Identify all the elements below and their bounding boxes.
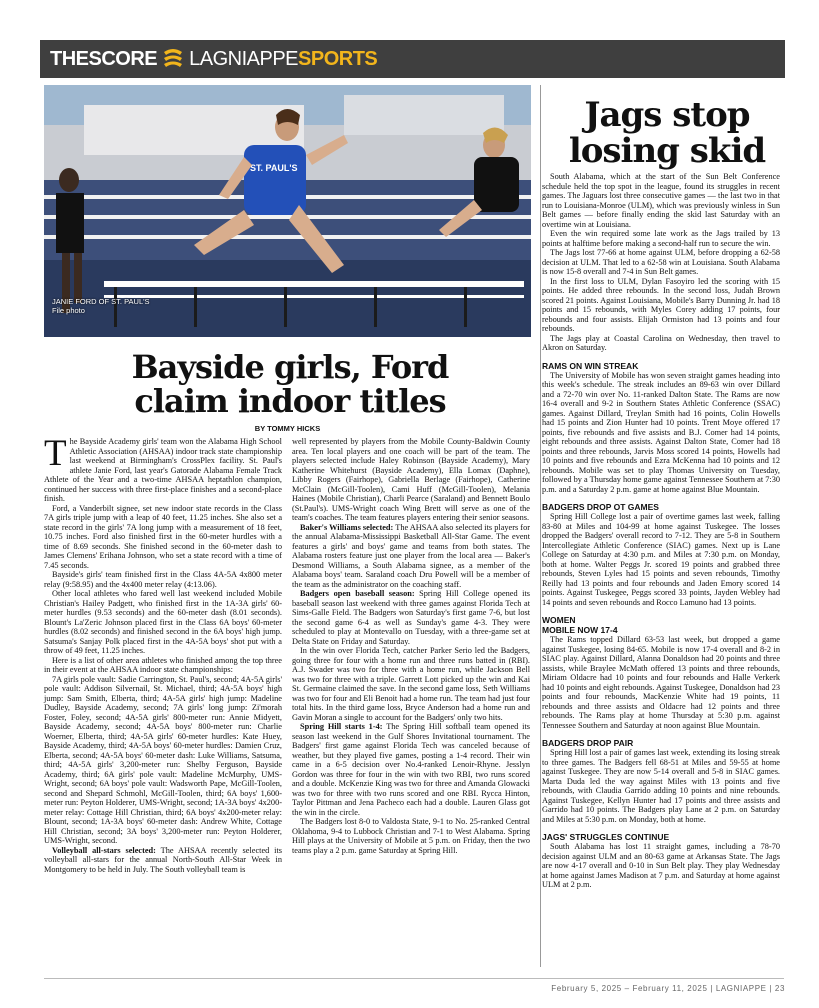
story-paragraph: Even the win required some late work as the Jags trailed by 13 points at halftime before making a second-half run to secure the win. (542, 229, 780, 248)
right-story-column (542, 172, 780, 890)
run-in-head: Volleyball all-stars selected: (52, 845, 156, 855)
story-paragraph: Spring Hill lost a pair of games last week, extending its losing streak to three games. The Badgers fell 68-51 at Miles and 59-55 at home against Tuskegee. They are now 5-14 overall and 5-8 in SIAC games. Marta Duda led the way against Miles with 13 points and five rebounds, with Claudia Garrido adding 10 points and nine rebounds. Against Tuskegee, Kellyn Hunter had 17 points and three assists and Garrido had 10 points. The Badgers play Lane at 2 p.m. on Saturday and Miles at 5:30 p.m. on Monday, both at home. (542, 748, 780, 824)
photo-credit (52, 297, 150, 315)
story-paragraph: South Alabama, which at the start of the Sun Belt Conference schedule held the top spot in the league, found its struggles in recent games. The Jaguars lost three consecutive games — the last two in that run to Louisiana-Monroe (ULM), which was previously winless in Sun Belt games — before finally ending the skid last Saturday with an overtime win at Louisiana. (542, 172, 780, 229)
story-paragraph: In the win over Florida Tech, catcher Parker Serio led the Badgers, going three for four with a home run and three runs batted in (RBI). A.J. Swader was two for three with a home run, while Jackson Bell was two for three with a triple. Garrett Lott picked up the win and Kai St. Germaine claimed the save. In the second game loss, Seth Williams was two for four and Eli Benoit had a home run. The team had just four total hits. In the third game loss, Bryce Anderson had a home run and Gavin Moran a single to account for the Badgers' only two hits. (292, 646, 530, 722)
story-paragraph: 7A girls pole vault: Sadie Carrington, St. Paul's, second; 4A-5A girls' pole vault: Addison Silvernail, St. Michael, third; 4A-5A boys' high jump: Sam Smith, Elberta, third; 4A-5A girls' high jump: Madeline Dudley, Bayside Academy, second; 7A girls' long jump: Zi'morah Foster, Foley, second; 4A-5A girls' 800-meter run: Annie Midyett, Bayside Academy, second; 4A-5A boys' 800-meter run: Charlie Woerner, Elberta, third; 4A-5A girls' 60-meter hurdles: Kate Huey, Bayside Academy, third; 4A-5A boys' 60-meter hurdles: Damien Cruz, Elberta, second; 4A-5A boys' 60-meter dash: Luke Williams, Satsuma, third; 4A-5A girls' 3,200-meter run: Shelby Ferguson, Bayside Academy, third; 6A girls' pole vault: Madeline McMurphy, UMS-Wright, second; 6A boys' pole vault: Wadsworth Pape, McGill-Toolen, second and Shepard Schmohl, McGill-Toolen, third; 6A boys' 1,600-meter run: Peyton Holderer, UMS-Wright, second; 1A-3A boys' 4x200-meter relay: Cottage Hill Christian, third; 6A boys' 4x200-meter relay: Blount, second; 1A-3A boys' 60-meter dash: Andrew White, Cottage Hill Christian, second; 3A boys' 3,200-meter run: Peyton Holderer, UMS-Wright, second. (44, 674, 282, 845)
story-paragraph: In the first loss to ULM, Dylan Fasoyiro led the scoring with 15 points. He added three rebounds. In the second loss, Judah Brown scored 21 points. Against Louisiana, Mobile's Barry Dunning Jr. had 18 points and 15 rebounds, with Myles Corey adding 17 points, four rebounds and four assists. Elijah Ormiston had 13 points and four rebounds. (542, 276, 780, 333)
footer-rule (44, 978, 784, 979)
left-headline (60, 350, 520, 418)
story-paragraph: Spring Hill starts 1-4: The Spring Hill softball team opened its season last weekend in the Gulf Shores Invitational tournament. The Badgers' first game against Florida Tech was canceled because of weather, but they played five games, posting a 1-4 record. Their win came in a 6-5 decision over No.4-ranked Lenoir-Rhyne. Jesslyn Gordon was three for four in the win with two RBI, two runs scored and a double. McKenzie King was two for three and Amanda Glowacki was two for three with two runs scored and one RBI. Rycca Hinton, Taylor Pittman and Jena Pacheco each had a double. Lauren Glass got the win in the circle. (292, 722, 530, 817)
left-headline-line2: claim indoor titles (134, 382, 446, 420)
story-paragraph: The Bayside Academy girls' team won the Alabama High School Athletic Association (AHSAA) indoor track state championship last weekend at Birmingham's CrossPlex facility. St. Paul's athlete Janie Ford, last year's Gatorade Alabama Female Track Athlete of the Year and a two-time AHSAA heptathlon champion, continued her success with three first-place finishes and a second-place finish. (44, 433, 282, 503)
subhead-women-line2: MOBILE NOW 17-4 (542, 625, 618, 635)
story-paragraph: The Badgers lost 8-0 to Valdosta State, 9-1 to No. 25-ranked Central Oklahoma, 9-4 to Lubbock Christian and 7-1 to West Alabama. Spring Hill plays at the University of Mobile at 5 p.m. on Friday, then the two teams play a 2 p.m. game Saturday at Spring Hill. (292, 817, 530, 855)
photo-credit-source: File photo (52, 306, 85, 315)
subhead-rams: RAMS ON WIN STREAK (542, 360, 639, 371)
subhead-jags-struggles: JAGS' STRUGGLES CONTINUE (542, 832, 670, 842)
jersey-text: ST. PAUL'S (250, 163, 298, 173)
run-in-head: Spring Hill starts 1-4: (300, 722, 383, 731)
story-paragraph: The Jags play at Coastal Carolina on Wednesday, then travel to Akron on Saturday. (542, 333, 780, 352)
right-headline-line2: losing skid (568, 131, 766, 171)
run-in-head: Badgers open baseball season: (300, 589, 415, 598)
lagniappe-swirl-icon (160, 46, 186, 72)
subhead-women (542, 615, 780, 635)
hurdles-photo (44, 85, 531, 337)
story-paragraph: well represented by players from the Mobile County-Baldwin County area. Ten local players and one coach will be part of the team. The players selected include Haley Robinson (Bayside Academy), Mary Katherine Whitehurst (Bayside Academy), Ella Lomax (Daphne), Libby Rogers (Fairhope), Gabriella Berlage (Fairhope), Catherine McClain (McGill-Toolen), Cami Huff (McGill-Toolen), Melania Haines (Mobile Christian), Charli Pearce (Saraland) and Bennett Boulo (St.Paul's). UMS-Wright coach Wing Brett will serve as one of the team's coaches. The team features players entering their senior seasons. (292, 437, 530, 522)
right-headline-line1: Jags stop (584, 95, 750, 135)
section-banner (40, 40, 785, 78)
left-story-column-2 (292, 437, 530, 855)
story-paragraph: Baker's Williams selected: The AHSAA also selected its players for the annual Alabama-Mississippi Basketball All-Star Game. The event features a girls' and boys' game and teams from both states. The Alabama rosters feature just one player from the local area — Baker's Desmond Williams, a South Alabama signee, as a member of the Alabama boys' team. Saraland coach Dru Powell will be a member of the team as the administrator on the coaching staff. (292, 522, 530, 589)
byline: BY TOMMY HICKS (254, 424, 321, 433)
left-headline-line1: Bayside girls, Ford (131, 348, 449, 386)
story-paragraph: Here is a list of other area athletes who finished among the top three in their event at the AHSAA indoor state championships: (44, 655, 282, 674)
story-paragraph: The University of Mobile has won seven straight games heading into this week's schedule. The streak includes an 89-63 win over Dillard and a 72-70 win over No. 11-ranked Dalton State. The Rams are now 16-4 overall and 9-2 in Southern States Athletic Conference (SSAC) games. Against Dillard, Treylan Smith had 16 points, Colin Howells had 15 points and Zion Hunter had 10 points. Trent Moye offered 17 points, five rebounds and five assists and B.J. Comer had 14 points, eight rebounds and three assists. Against Dalton State, Comer had 18 points and three rebounds, Jarvis Moss scored 14 points, Howells had 10 points and five rebounds and Ezra McKenna had 10 points and 12 rebounds. Mobile was set to play Thomas University on Tuesday, followed by a Thursday home game against Tennessee Southern at 7:30 p.m. and a Saturday 2 p.m. game at home against Blue Mountain. (542, 370, 780, 494)
story-paragraph: Volleyball all-stars selected: The AHSAA recently selected its volleyball all-stars for the annual North-South All-Star Week in Montgomery to be held in July. The South volleyball team is (44, 845, 282, 874)
page-footer: February 5, 2025 – February 11, 2025 | LAGNIAPPE | 23 (551, 984, 785, 993)
story-paragraph: The Rams topped Dillard 63-53 last week, but dropped a game against Tuskegee, losing 84-65. Mobile is now 17-4 overall and 8-2 in SIAC play. Against Dillard, Alanna Donaldson had 20 points and three assists, while Braylee McMath offered 13 points and three rebounds, Miriam Oldacre had 10 points and four rebounds and Halle Verkerk had 10 points and eight rebounds. Against Tuskegee, Donaldson had 23 points and four rebounds, MacKenzie White had 19 points, 11 rebounds and three assists and Oldacre had 12 points and three rebounds. The Rams play at home Thursday at 5:30 p.m. against Tennessee Southern and Saturday at noon against Blue Mountain. (542, 635, 780, 730)
run-in-head: Baker's Williams selected: (300, 522, 394, 532)
subhead-women-line1: WOMEN (542, 615, 576, 625)
story-paragraph: Bayside's girls' team finished first in the Class 4A-5A 4x800 meter relay (9:58.95) and the 4x400 meter relay (4:13.06). (44, 570, 282, 589)
subhead-badgers-ot: BADGERS DROP OT GAMES (542, 502, 659, 512)
story-paragraph: South Alabama has lost 11 straight games, including a 78-70 decision against ULM and an 80-63 game at Arkansas State. The Jags are now 4-17 overall and 0-10 in Sun Belt play. They play Wednesday at home against James Madison at 7 p.m. and Saturday at home against ULM at 2 p.m. (542, 842, 780, 889)
drop-cap: T (44, 433, 67, 474)
column-divider (540, 85, 541, 967)
story-paragraph: Ford, a Vanderbilt signee, set new indoor state records in the Class 7A girls triple jump with a leap of 40 feet, 11.25 inches. She also set a state record in the girls' 7A long jump with a measurement of 18 feet, 10.75 inches. Ford also finished first in the 60-meter hurdles with a time of 8.69 seconds. She finished second in the 60-meter dash to James Clemens' Erihana Johnson, who set a state record with a time of 7.45 seconds. (44, 503, 282, 570)
story-paragraph: Badgers open baseball season: Spring Hill College opened its baseball season last weekend with three games against Florida Tech at Sims-Galle Field. The Badgers won Saturday's first game 7-6, but lost the second game 6-4 as well as Sunday's game 4-3. They were scheduled to play at Montevallo on Tuesday, with a three-game set at Delta State on Friday and Saturday. (292, 589, 530, 646)
sports-label: SPORTS (298, 47, 378, 70)
photo-credit-name: JANIE FORD OF ST. PAUL'S (52, 297, 150, 306)
story-paragraph: Spring Hill College lost a pair of overtime games last week, falling 83-80 at Miles and 104-99 at home against Tuskegee. The losses dropped the Badgers' overall record to 7-12. They are 5-8 in Southern Intercollegiate Athletic Conference (SIAC) games. Next up is Lane College on Saturday at 4:30 p.m. and Miles at 7:30 p.m. on Monday, both at home. Walter Peggs Jr. scored 19 points and grabbed three rebounds, Steven Lyles had 15 points and seven rebounds, Timothy Reilly had 13 points and four rebounds and Jaden Emory scored 14 points. Against Tuskegee, Peggs scored 33 points, Jayden Webley had 14 points and seven rebounds and Rocco Lamuno had 13 points. (542, 512, 780, 607)
the-score-label: THESCORE (50, 47, 158, 70)
right-headline (549, 97, 785, 169)
story-paragraph: Other local athletes who fared well last weekend included Mobile Christian's Hailey Padgett, who finished first in the 1A-3A girls' 60-meter hurdles (9.53 seconds) and the 60-meter dash (8.01 seconds). Blount's La'Zeric Johnson placed first in the Class 6A boys' 60-meter hurdles (8.02 seconds) and finished second in the 6A boys' high jump. Satsuma's Sanjay Polk placed first in the 4A-5A boys' shot put with a throw of 49 feet, 11.25 inches. (44, 589, 282, 655)
subhead-badgers-pair: BADGERS DROP PAIR (542, 738, 634, 748)
story-paragraph: The Jags lost 77-66 at home against ULM, before dropping a 62-58 decision at ULM. That led to a 62-58 win at Louisiana. South Alabama is now 15-8 overall and 7-4 in Sun Belt games. (542, 248, 780, 276)
left-story-column-1 (44, 433, 282, 874)
lagniappe-label: LAGNIAPPE (189, 47, 299, 70)
